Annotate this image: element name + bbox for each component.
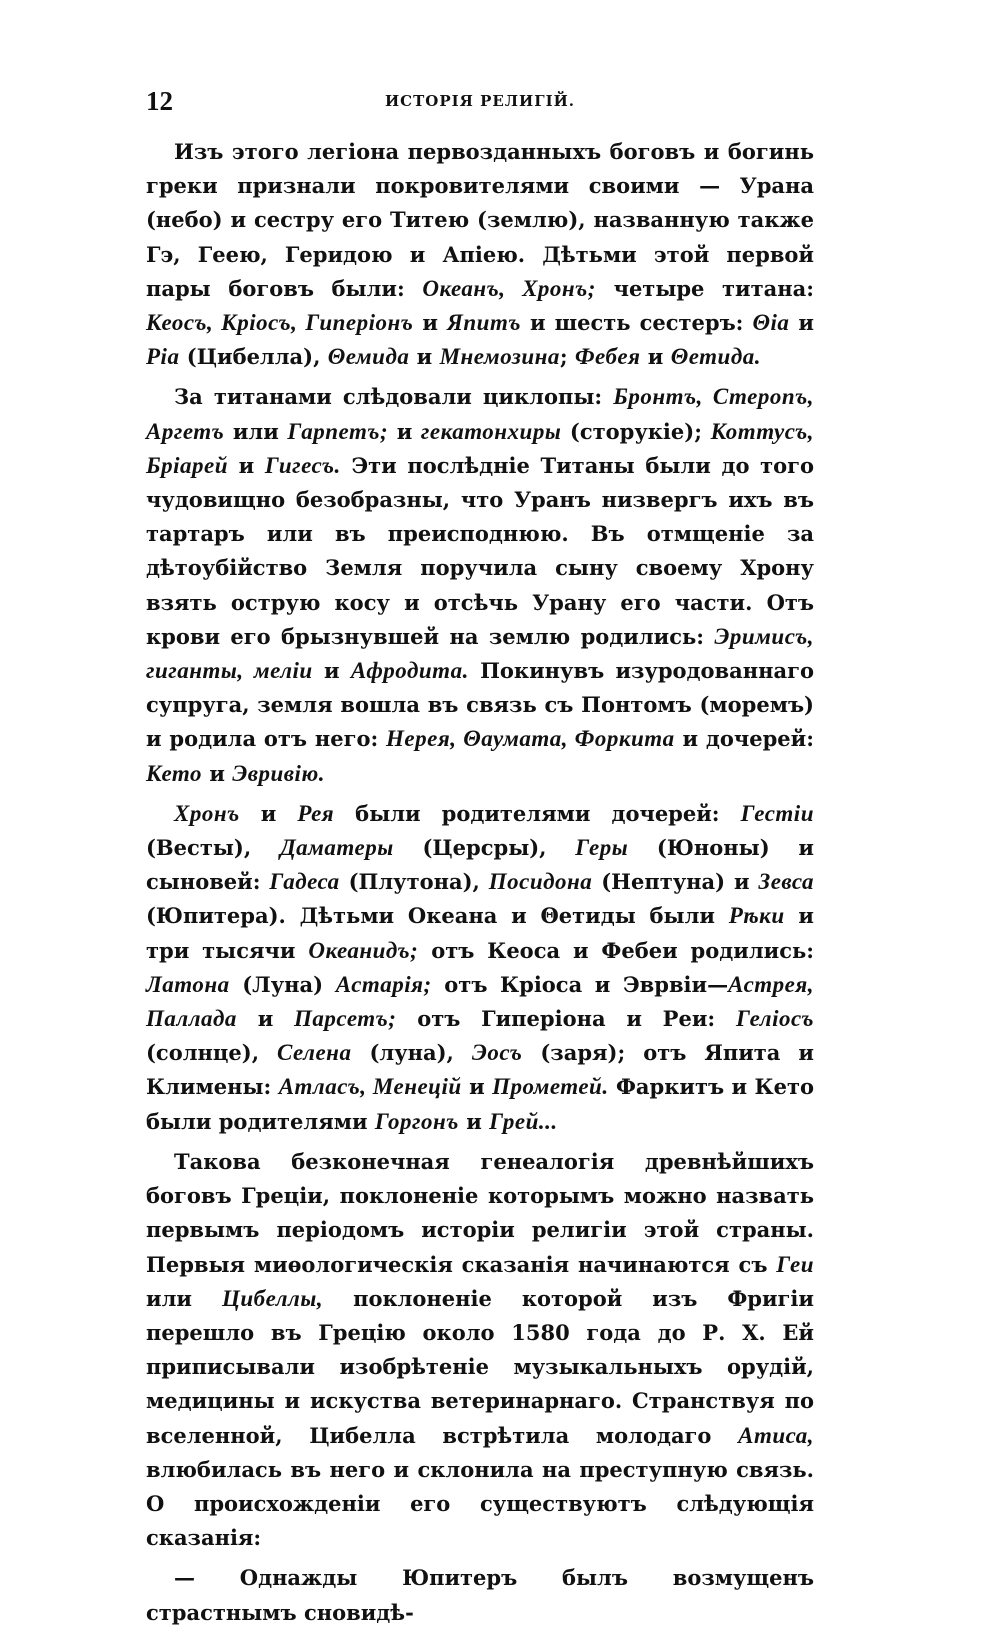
- paragraph: — Однажды Юпитеръ былъ возмущенъ страстнымъ сновидѣ-: [146, 1565, 814, 1625]
- page-number: 12: [146, 86, 173, 116]
- paragraph: Такова безконечная генеалогія древнѣйшихъ боговъ Греціи, поклоненіе которымъ можно назвать первымъ періодомъ исторіи религіи этой страны. Первыя миѳологическія сказанія начинаются съ Геи или Цибеллы, поклоненіе которой изъ Фригіи перешло въ Грецію около 1580 года до Р. Х. Ей приписывали изобрѣтеніе музыкальныхъ орудій, медицины и искуства ветеринарнаго. Странствуя по вселенной, Цибелла встрѣтила молодаго Атиса, влюбилась въ него и склонила на преступную связь. О происхожденіи его существуютъ слѣдующія сказанія:: [146, 1148, 814, 1551]
- paragraph: За титанами слѣдовали циклопы: Бронтъ, Стеропъ, Аргетъ или Гарпетъ; и гекатонхиры (сторукіе); Коттусъ, Бріарей и Гигесъ. Эти послѣдніе Титаны были до того чудовищно безобразны, что Уранъ низвергъ ихъ въ тартаръ или въ преисподнюю. Въ отмщеніе за дѣтоубійство Земля поручила сыну своему Хрону взять острую косу и отсѣчь Урану его части. Отъ крови его брызнувшей на землю родились: Эримисъ, гиганты, меліи и Афродита. Покинувъ изуродованнаго супруга, земля вошла въ связь съ Понтомъ (моремъ) и родила отъ него: Нерея, Θаумата, Форкита и дочерей: Кето и Эвривію.: [146, 384, 815, 786]
- paragraph: Хронъ и Рея были родителями дочерей: Гестіи (Весты), Даматеры (Церсры), Геры (Юноны) и сыновей: Гадеса (Плутона), Посидона (Нептуна) и Зевса (Юпитера). Дѣтьми Океана и Θетиды были Рѣки и три тысячи Океанидъ; отъ Кеоса и Фебеи родились: Латона (Луна) Астарія; отъ Кріоса и Эврвіи—Астрея, Паллада и Парсетъ; отъ Гиперіона и Реи: Геліосъ (солнце), Селена (луна), Эосъ (заря); отъ Япита и Климены: Атласъ, Менецій и Прометей. Фаркитъ и Кето были родителями Горгонъ и Грей...: [146, 800, 815, 1134]
- running-title: ИСТОРІЯ РЕЛИГІЙ.: [384, 92, 575, 110]
- paragraph: Изъ этого легіона первозданныхъ боговъ и богинь греки признали покровителями своими — Урана (небо) и сестру его Титею (землю), названную также Гэ, Геею, Геридою и Апіею. Дѣтьми этой первой пары боговъ были: Океанъ, Хронъ; четыре титана: Кеосъ, Кріосъ, Гиперіонъ и Япитъ и шесть сестеръ: Θіа и Ріа (Цибелла), Θемида и Мнемозина; Фебея и Θетида.: [146, 139, 814, 370]
- page-header: [146, 86, 814, 116]
- body-text: [146, 135, 814, 1630]
